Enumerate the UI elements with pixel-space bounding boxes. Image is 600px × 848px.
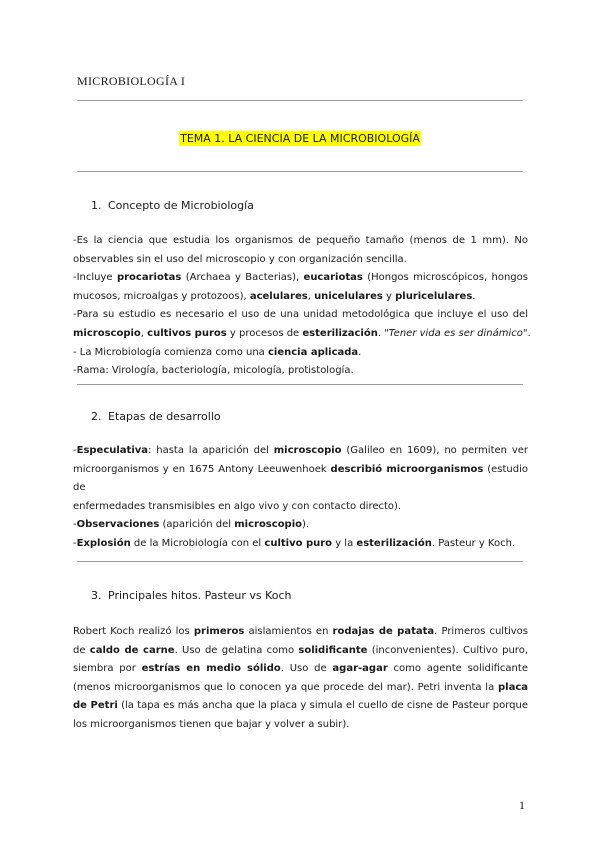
text-line: microscopio, cultivos puros y procesos de esterilización. "Tener vida es ser dinámico".: [73, 327, 531, 339]
section-3-body: [73, 623, 528, 735]
title-divider: [77, 171, 523, 172]
text-line: enfermedades transmisibles en algo vivo y con contacto directo).: [73, 500, 402, 512]
header-divider: [77, 100, 523, 101]
text-line: (menos microorganismos que lo conocen ya que procede del mar). Petri inventa la placa: [73, 681, 528, 693]
section-1-body: [73, 232, 531, 381]
section-divider: [77, 561, 523, 562]
text-line: de caldo de carne. Uso de gelatina como solidificante (inconvenientes). Cultivo puro,: [73, 644, 528, 656]
text-line: observables sin el uso del microscopio y con organización sencilla.: [73, 253, 407, 265]
text-line: - La Microbiología comienza como una ciencia aplicada.: [73, 346, 362, 358]
highlighted-title: TEMA 1. LA CIENCIA DE LA MICROBIOLOGÍA: [180, 132, 420, 145]
section-heading-1: 1. Concepto de Microbiología: [91, 199, 254, 212]
text-line: siembra por estrías en medio sólido. Uso de agar-agar como agente solidificante: [73, 663, 528, 675]
text-line: -Observaciones (aparición del microscopio).: [73, 519, 310, 531]
text-line: -Rama: Virología, bacteriología, micología, protistología.: [73, 365, 354, 377]
section-2-body: [73, 442, 528, 554]
text-line: -Especulativa: hasta la aparición del microscopio (Galileo en 1609), no permiten ver: [73, 445, 528, 456]
page-title: [0, 127, 600, 146]
text-line: de Petri (la tapa es más ancha que la placa y simula el cuello de cisne de Pasteur porque: [73, 700, 528, 712]
text-line: -Explosión de la Microbiología con el cultivo puro y la esterilización. Pasteur y Koch.: [73, 537, 516, 549]
text-line: -Para su estudio es necesario el uso de una unidad metodológica que incluye el uso del: [73, 309, 528, 321]
text-line: -Incluye procariotas (Archaea y Bacterias), eucariotas (Hongos microscópicos, hongos: [73, 272, 528, 284]
text-line: microorganismos y en 1675 Antony Leeuwenhoek describió microorganismos (estudio de: [73, 463, 528, 494]
course-header: MICROBIOLOGÍA I: [77, 74, 186, 88]
page-number: 1: [519, 798, 525, 812]
section-heading-3: 3. Principales hitos. Pasteur vs Koch: [91, 589, 292, 602]
text-line: mucosos, microalgas y protozoos), acelulares, unicelulares y pluricelulares.: [73, 290, 476, 302]
text-line: -Es la ciencia que estudia los organismos de pequeño tamaño (menos de 1 mm). No: [73, 235, 528, 246]
text-line: los microorganismos tienen que bajar y volver a subir).: [73, 718, 350, 730]
section-divider: [77, 384, 523, 385]
text-line: Robert Koch realizó los primeros aislamientos en rodajas de patata. Primeros cultivos: [73, 626, 529, 637]
section-heading-2: 2. Etapas de desarrollo: [91, 410, 221, 423]
